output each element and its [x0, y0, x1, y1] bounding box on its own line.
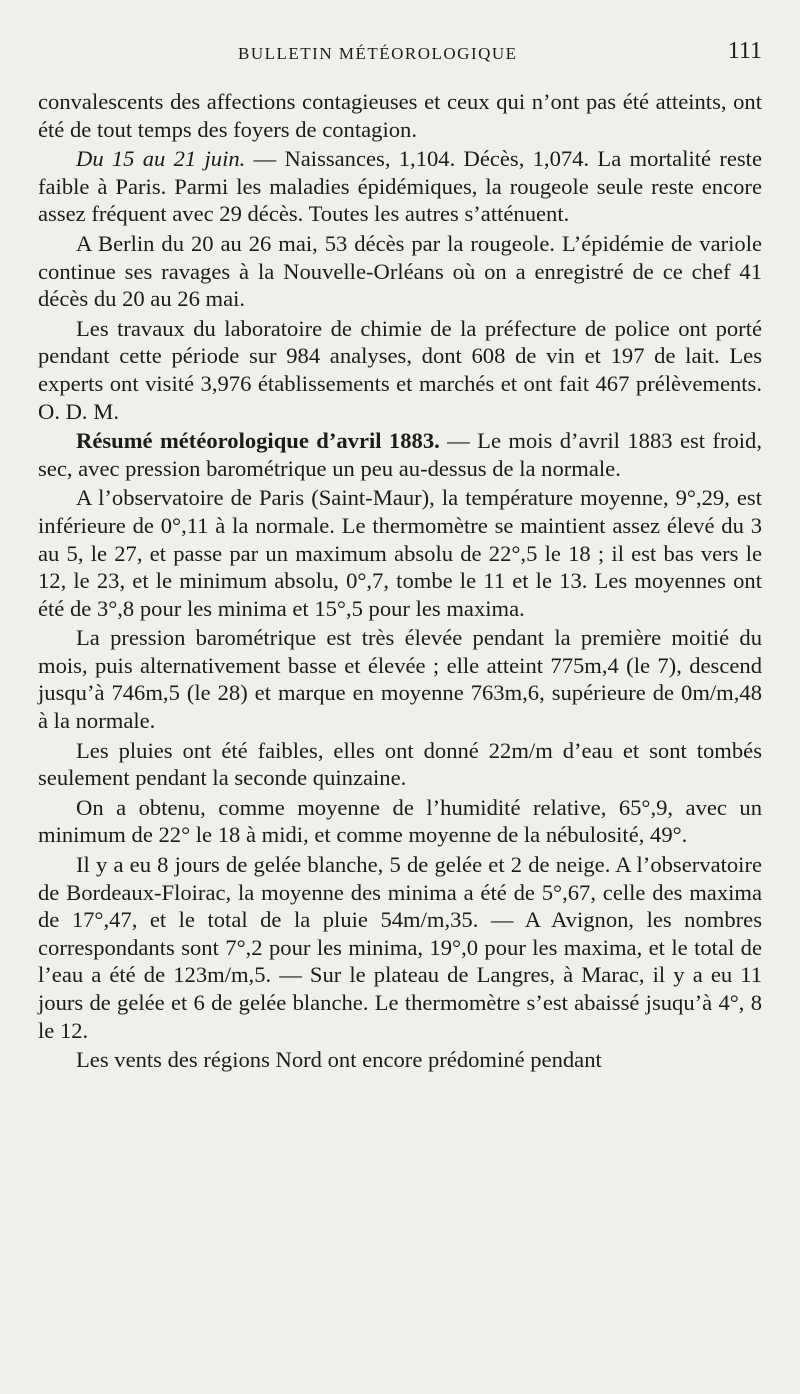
page-number: 111: [727, 38, 762, 64]
paragraph: Du 15 au 21 juin. — Naissances, 1,104. Décès, 1,074. La mortalité reste faible à Paris. Parmi les maladies épidémiques, la rougeole seule reste encore assez fréquent avec 29 décès. Toutes les autres s’atténuent.: [38, 146, 762, 227]
page-header: [38, 36, 762, 76]
paragraph: La pression barométrique est très élevée pendant la première moitié du mois, puis alternativement basse et élevée ; elle atteint 775m,4 (le 7), descend jusqu’à 746m,5 (le 28) et marque en moyenne 763m,6, supérieure de 0m/m,48 à la normale.: [38, 625, 762, 734]
section-heading: Résumé météorologique d’avril 1883.: [76, 428, 440, 454]
paragraph: convalescents des affections contagieuses et ceux qui n’ont pas été atteints, ont été de tout temps des foyers de contagion.: [38, 89, 762, 142]
paragraph: On a obtenu, comme moyenne de l’humidité relative, 65°,9, avec un minimum de 22° le 18 à midi, et comme moyenne de la nébulosité, 49°.: [38, 794, 762, 848]
body-text: [38, 88, 762, 1076]
paragraph: Les pluies ont été faibles, elles ont donné 22m/m d’eau et sont tombés seulement pendant la seconde quinzaine.: [38, 737, 762, 791]
running-title: BULLETIN MÉTÉOROLOGIQUE: [238, 44, 518, 63]
paragraph: A Berlin du 20 au 26 mai, 53 décès par la rougeole. L’épidémie de variole continue ses ravages à la Nouvelle-Orléans où on a enregistré de ce chef 41 décès du 20 au 26 mai.: [38, 230, 762, 312]
paragraph: A l’observatoire de Paris (Saint-Maur), la température moyenne, 9°,29, est inférieure de 0°,11 à la normale. Le thermomètre se maintient assez élevé du 3 au 5, le 27, et passe par un maximum absolu de 22°,5 le 18 ; il est bas vers le 12, le 23, et le minimum absolu, 0°,7, tombe le 11 et le 13. Les moyennes ont été de 3°,8 pour les minima et 15°,5 pour les maxima.: [38, 485, 762, 621]
date-range-lead: Du 15 au 21 juin.: [76, 146, 246, 172]
paragraph: Les vents des régions Nord ont encore prédominé pendant: [76, 1047, 602, 1073]
paragraph: Résumé météorologique d’avril 1883. — Le mois d’avril 1883 est froid, sec, avec pression barométrique un peu au-dessus de la normale.: [38, 428, 763, 481]
paragraph: Les travaux du laboratoire de chimie de la préfecture de police ont porté pendant cette période sur 984 analyses, dont 608 de vin et 197 de lait. Les experts ont visité 3,976 établissements et marchés et ont fait 467 prélèvements. O. D. M.: [38, 315, 762, 424]
paragraph: Il y a eu 8 jours de gelée blanche, 5 de gelée et 2 de neige. A l’observatoire de Bordeaux-Floirac, la moyenne des minima a été de 5°,67, celle des maxima de 17°,47, et le total de la pluie 54m/m,35. — A Avignon, les nombres correspondants sont 7°,2 pour les minima, 19°,0 pour les maxima, et le total de l’eau a été de 123m/m,5. — Sur le plateau de Langres, à Marac, il y a eu 11 jours de gelée et 6 de gelée blanche. Le thermomètre s’est abaissé jsuqu’à 4°, 8 le 12.: [38, 852, 762, 1043]
